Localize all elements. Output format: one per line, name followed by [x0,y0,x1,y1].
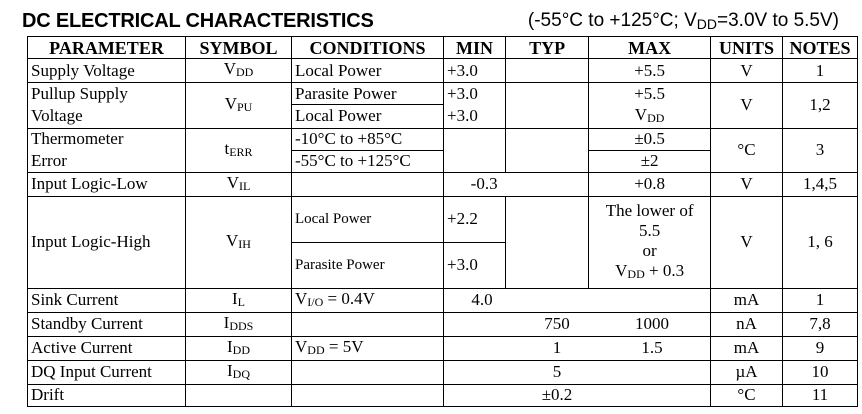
param-cell: Standby Current [28,312,186,336]
typ-max-cell: 750 1000 [444,312,711,336]
units-cell: V [711,83,783,129]
notes-cell: 11 [783,384,858,406]
units-cell: V [711,59,783,83]
typ-max-cell: 1 1.5 [444,336,711,360]
condition-cell: -10°C to +85°C [292,128,444,150]
table-row [28,172,858,196]
col-header-parameter: PARAMETER [28,37,186,59]
max-cell: +0.8 [589,172,711,196]
col-header-notes: NOTES [783,37,858,59]
col-header-typ: TYP [505,37,588,59]
typ-cell [505,83,588,129]
col-header-min: MIN [444,37,506,59]
table-header-row [28,37,858,59]
param-cell: Error [28,150,186,172]
condition-cell: Parasite Power [292,83,444,105]
typ-cell: 5 [444,360,711,384]
units-cell: mA [711,336,783,360]
typ-cell [505,196,588,288]
condition-cell: Parasite Power [292,242,444,288]
units-cell: °C [711,128,783,172]
param-cell: Drift [28,384,186,406]
max-cell: ±0.5 [589,128,711,150]
condition-cell [292,312,444,336]
notes-cell: 1 [783,288,858,312]
table-row [28,196,858,242]
param-cell: Sink Current [28,288,186,312]
units-cell: nA [711,312,783,336]
col-header-conditions: CONDITIONS [292,37,444,59]
param-cell: DQ Input Current [28,360,186,384]
condition-cell: Local Power [292,105,444,129]
col-header-max: MAX [589,37,711,59]
table-row [28,312,858,336]
param-cell: Input Logic-Low [28,172,186,196]
param-cell: Voltage [28,105,186,129]
dc-characteristics-table [27,36,858,407]
symbol-cell [186,384,292,406]
condition-cell: $V_{DD} = 5V$ [292,336,444,360]
symbol-cell: $I_{DDS}$ [186,312,292,336]
table-row [28,288,858,312]
notes-cell: 1 [783,59,858,83]
min-cell: 4.0 [444,288,711,312]
max-cell: The lower of 5.5 or $V_{DD} + 0.3$ [589,196,711,288]
symbol-cell: $V_{IL}$ [186,172,292,196]
max-cell: ±2 [589,150,711,172]
col-header-units: UNITS [711,37,783,59]
typ-cell [505,128,588,172]
symbol-cell: $V_{IH}$ [186,196,292,288]
typ-cell: ±0.2 [444,384,711,406]
col-header-symbol: SYMBOL [186,37,292,59]
notes-cell: 1,2 [783,83,858,129]
param-cell: Pullup Supply [28,83,186,105]
notes-cell: 10 [783,360,858,384]
notes-cell: 9 [783,336,858,360]
notes-cell: 1,4,5 [783,172,858,196]
symbol-cell: $I_L$ [186,288,292,312]
symbol-cell: $V_{DD}$ [186,59,292,83]
table-row [28,128,858,150]
section-title: DC ELECTRICAL CHARACTERISTICS [22,10,374,32]
notes-cell: 1, 6 [783,196,858,288]
units-cell: µA [711,360,783,384]
condition-cell: $V_{I/O} = 0.4V$ [292,288,444,312]
param-cell: Supply Voltage [28,59,186,83]
table-row [28,336,858,360]
table-row [28,59,858,83]
symbol-cell: $I_{DQ}$ [186,360,292,384]
symbol-cell: $I_{DD}$ [186,336,292,360]
units-cell: °C [711,384,783,406]
min-cell: +3.0 [444,59,506,83]
table-row [28,83,858,105]
condition-cell: Local Power [292,196,444,242]
param-cell: Thermometer [28,128,186,150]
units-cell: mA [711,288,783,312]
min-cell [444,128,506,172]
symbol-cell: $V_{PU}$ [186,83,292,129]
min-cell: +3.0 [444,83,506,105]
table-row [28,384,858,406]
notes-cell: 7,8 [783,312,858,336]
table-row [28,360,858,384]
units-cell: V [711,196,783,288]
max-cell: $V_{DD}$ [589,105,711,129]
typ-cell [505,59,588,83]
min-cell: +3.0 [444,105,506,129]
condition-cell [292,384,444,406]
operating-conditions: (-55°C to +125°C; $V_{DD}=3.0V$ to 5.5V) [527,10,839,32]
min-cell: +2.2 [444,196,506,242]
units-cell: V [711,172,783,196]
min-cell: +3.0 [444,242,506,288]
max-cell: +5.5 [589,83,711,105]
condition-cell [292,360,444,384]
condition-cell: -55°C to +125°C [292,150,444,172]
symbol-cell: $t_{ERR}$ [186,128,292,172]
min-cell: -0.3 [444,172,589,196]
max-cell: +5.5 [589,59,711,83]
param-cell: Input Logic-High [28,196,186,288]
param-cell: Active Current [28,336,186,360]
notes-cell: 3 [783,128,858,172]
condition-cell: Local Power [292,59,444,83]
section-header [22,2,842,34]
condition-cell [292,172,444,196]
